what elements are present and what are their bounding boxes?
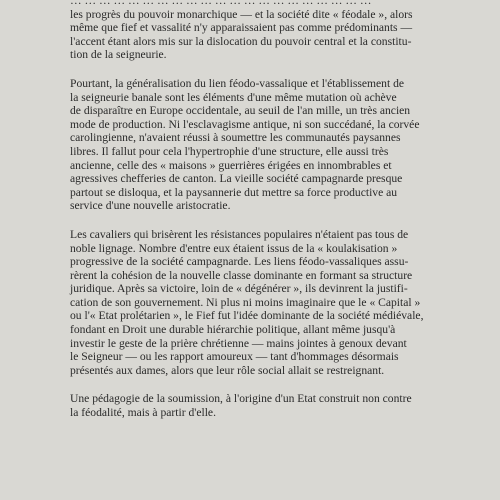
body-text [70,0,450,435]
text-line: les progrès du pouvoir monarchique — et la société dite « féodale », alors [70,7,413,21]
text-line: ancienne, celle des « maisons » guerrières érigées en innombrables et [70,158,392,172]
text-line: Les cavaliers qui brisèrent les résistances populaires n'étaient pas tous de [70,227,409,241]
text-line: juridique. Après sa victoire, loin de « dégénérer », ils devinrent la justifi- [70,282,408,296]
text-line: la seigneurie banale sont les éléments d'une même mutation où achève [70,90,397,104]
text-line: le Seigneur — ou les rapport amoureux — tant d'hommages désormais [70,350,399,364]
text-line: présentés aux dames, alors que leur rôle social allait se restreignant. [70,363,385,377]
text-line: fondant en Droit une durable hiérarchie politique, allant même jusqu'à [70,323,396,337]
text-line: investir le geste de la prière chrétienne — mains jointes à genoux devant [70,336,407,350]
text-line: agressives chefferies de canton. La vieille société campagnarde presque [70,172,403,186]
text-line: cation de son gouvernement. Ni plus ni moins imaginaire que le « Capital » [70,295,421,309]
text-line: rèrent la cohésion de la nouvelle classe dominante en formant sa structure [70,268,413,282]
paragraph-4 [70,392,450,419]
text-line: de disparaître en Europe occidentale, au seuil de l'an mille, un très ancien [70,104,411,118]
paragraph-1 [70,0,450,62]
text-line: tion de la seigneurie. [70,48,167,62]
text-line: … … … … … … … … … … … … … … … … … … … … … [70,0,372,7]
text-line: Une pédagogie de la soumission, à l'origine d'un Etat construit non contre [70,392,412,406]
text-line: noble lignage. Nombre d'entre eux étaient issus de la « koulakisation » [70,241,398,255]
text-line: ou l'« Etat prolétarien », le Fief fut l'idée dominante de la société médiévale, [70,309,424,323]
text-line: même que fief et vassalité n'y apparaissaient pas comme prédominants — [70,21,413,35]
text-line: service d'une nouvelle aristocratie. [70,199,231,213]
text-line: la féodalité, mais à partir d'elle. [70,406,216,420]
text-line: libres. Il fallut pour cela l'hypertrophie d'une structure, elle aussi très [70,144,389,158]
text-line: partout se disloqua, et la paysannerie dut mettre sa force productive au [70,185,398,199]
text-line: Pourtant, la généralisation du lien féodo-vassalique et l'établissement de [70,76,405,90]
paragraph-2 [70,77,450,213]
text-line: mode de production. Ni l'esclavagisme antique, ni son succédané, la corvée [70,117,420,131]
text-line: l'accent étant alors mis sur la dislocation du pouvoir central et la constitu- [70,34,412,48]
text-line: progressive de la société campagnarde. Les liens féodo-vassaliques assu- [70,255,409,269]
text-line: carolingienne, n'avaient réussi à soumettre les communautés paysannes [70,131,401,145]
paragraph-3 [70,228,450,378]
